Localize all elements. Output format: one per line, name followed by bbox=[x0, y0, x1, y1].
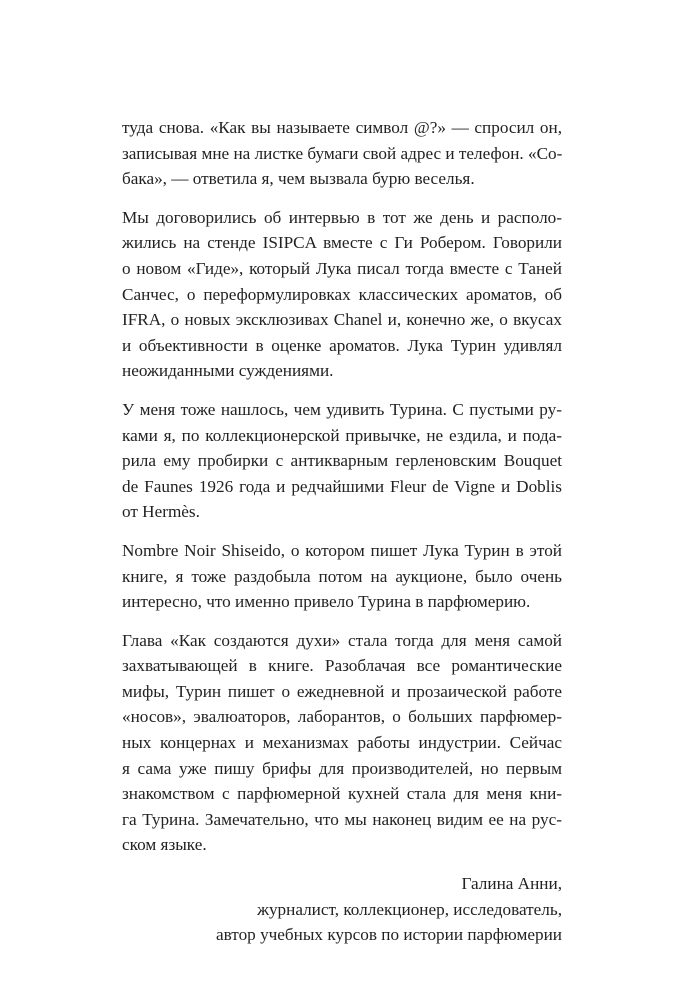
text-line: рила ему пробирки с антикварным герленовским Bouquet bbox=[122, 451, 562, 471]
paragraph-1 bbox=[122, 115, 562, 192]
text-line: Санчес, о переформулировках классических ароматов, об bbox=[122, 284, 562, 304]
text-line: IFRA, о новых эксклюзивах Chanel и, конечно же, о вкусах bbox=[122, 310, 562, 330]
paragraph-5 bbox=[122, 628, 562, 858]
text-line: захватывающей в книге. Разоблачая все романтические bbox=[122, 656, 562, 676]
paragraph-3 bbox=[122, 397, 562, 525]
page-text bbox=[122, 115, 562, 948]
text-line: мифы, Турин пишет о ежедневной и прозаической работе bbox=[122, 681, 562, 701]
author-name: Галина Анни, bbox=[461, 874, 562, 894]
author-role: журналист, коллекционер, исследователь, bbox=[257, 899, 562, 919]
text-line: бака», — ответила я, чем вызвала бурю веселья. bbox=[122, 169, 475, 189]
text-line: ных концернах и механизмах работы индустрии. Сейчас bbox=[122, 733, 562, 753]
text-line: записывая мне на листке бумаги свой адрес и телефон. «Со- bbox=[122, 143, 562, 163]
text-line: Глава «Как создаются духи» стала тогда для меня самой bbox=[122, 630, 562, 650]
text-line: и объективности в оценке ароматов. Лука Турин удивлял bbox=[122, 335, 562, 355]
text-line: книге, я тоже раздобыла потом на аукционе, было очень bbox=[122, 566, 562, 586]
paragraph-2 bbox=[122, 205, 562, 384]
author-description: автор учебных курсов по истории парфюмерии bbox=[215, 925, 562, 945]
text-line: ками я, по коллекционерской привычке, не ездила, и пода- bbox=[122, 425, 562, 445]
text-line: о новом «Гиде», который Лука писал тогда вместе с Таней bbox=[122, 258, 562, 278]
text-line: de Faunes 1926 года и редчайшими Fleur de Vigne и Doblis bbox=[122, 476, 562, 496]
text-line: интересно, что именно привело Турина в парфюмерию. bbox=[122, 592, 531, 612]
text-line: я сама уже пишу брифы для производителей, но первым bbox=[122, 758, 562, 778]
text-line: от Hermès. bbox=[122, 502, 200, 522]
author-signature bbox=[122, 871, 562, 948]
text-line: Мы договорились об интервью в тот же день и располо- bbox=[122, 207, 562, 227]
text-line: жились на стенде ISIPCA вместе с Ги Робером. Говорили bbox=[122, 233, 562, 253]
paragraph-4 bbox=[122, 538, 562, 615]
text-line: Nombre Noir Shiseido, о котором пишет Лука Турин в этой bbox=[122, 540, 562, 560]
text-line: неожиданными суждениями. bbox=[122, 361, 334, 381]
text-line: туда снова. «Как вы называете символ @?» — спросил он, bbox=[122, 118, 562, 137]
text-line: знакомством с парфюмерной кухней стала для меня кни- bbox=[122, 784, 562, 804]
text-line: У меня тоже нашлось, чем удивить Турина. С пустыми ру- bbox=[122, 399, 562, 419]
text-line: «носов», эвалюаторов, лаборантов, о больших парфюмер- bbox=[122, 707, 562, 727]
text-line: га Турина. Замечательно, что мы наконец видим ее на рус- bbox=[122, 809, 562, 829]
text-line: ском языке. bbox=[122, 835, 207, 855]
